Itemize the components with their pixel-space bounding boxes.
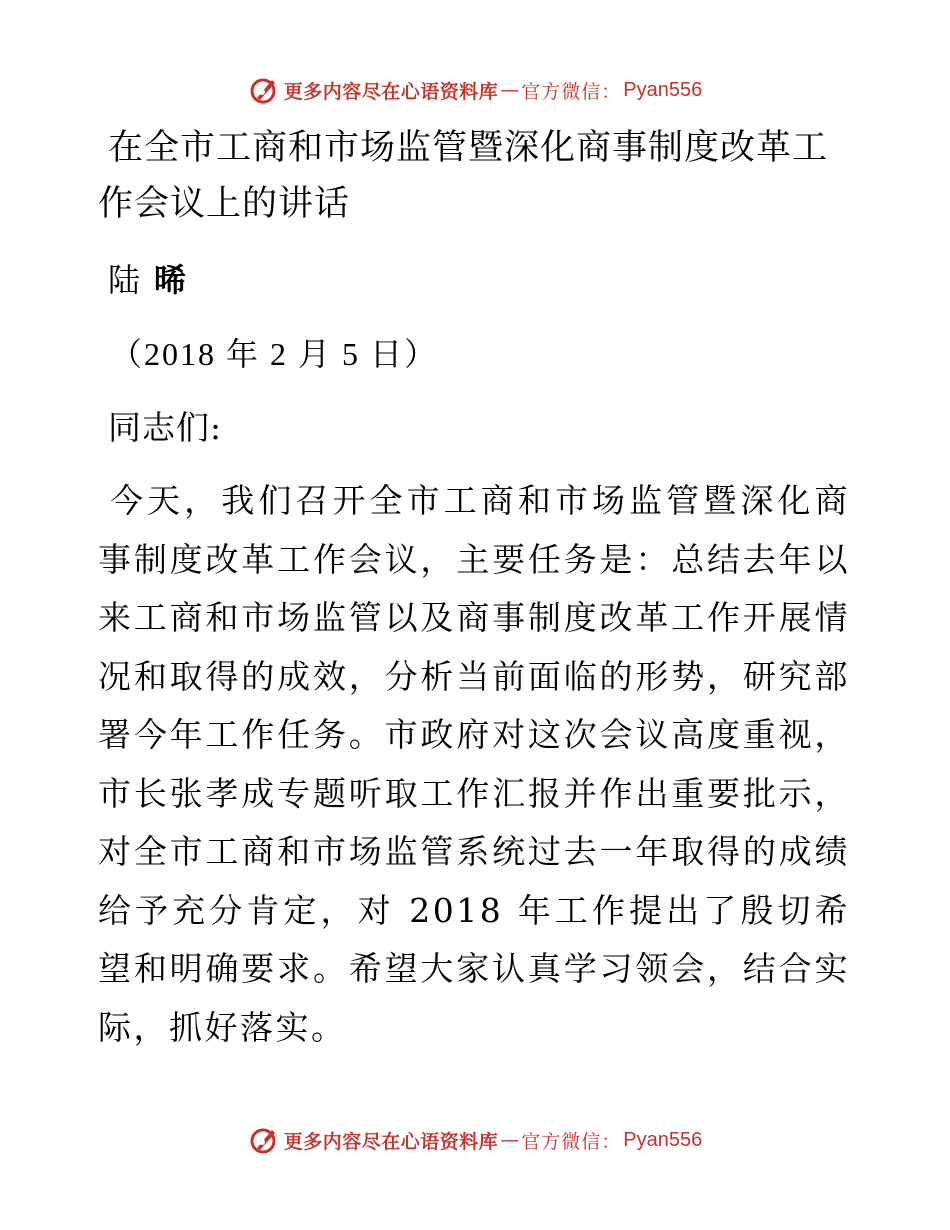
- banner-label: 官方微信：: [521, 1130, 622, 1153]
- banner-label: 官方微信：: [521, 80, 622, 103]
- salutation: 同志们:: [108, 408, 223, 447]
- quill-swirl-logo-icon: [248, 74, 280, 106]
- footer-banner: [0, 1120, 950, 1160]
- author-line: [108, 252, 186, 308]
- document-title: 在全市工商和市场监管暨深化商事制度改革工作会议上的讲话: [98, 128, 829, 224]
- banner-dash: —: [500, 79, 520, 101]
- banner-brand: 更多内容尽在心语资料库: [283, 80, 499, 103]
- banner-wechat-id: Pyan556: [623, 1128, 703, 1151]
- banner-brand: 更多内容尽在心语资料库: [283, 1130, 499, 1153]
- header-banner: [0, 70, 950, 110]
- body-paragraph: 今天，我们召开全市工商和市场监管暨深化商事制度改革工作会议，主要任务是：总结去年以来工商和市场监管以及商事制度改革工作开展情况和取得的成效，分析当前面临的形势，研究部署今年工作任务。市政府对这次会议高度重视，市长张孝成专题听取工作汇报并作出重要批示，对全市工商和市场监管系统过去一年取得的成绩给予充分肯定，对 2018 年工作提出了殷切希望和明确要求。希望大家认真学习领会，结合实际，抓好落实。: [98, 481, 850, 1047]
- banner-wechat-id: Pyan556: [623, 78, 703, 101]
- document-date: （2018 年 2 月 5 日）: [110, 336, 439, 372]
- author-surname: 陆: [108, 261, 141, 299]
- banner-dash: —: [500, 1129, 520, 1151]
- author-given-name: 晞: [154, 261, 187, 299]
- quill-swirl-logo-icon: [248, 1124, 280, 1156]
